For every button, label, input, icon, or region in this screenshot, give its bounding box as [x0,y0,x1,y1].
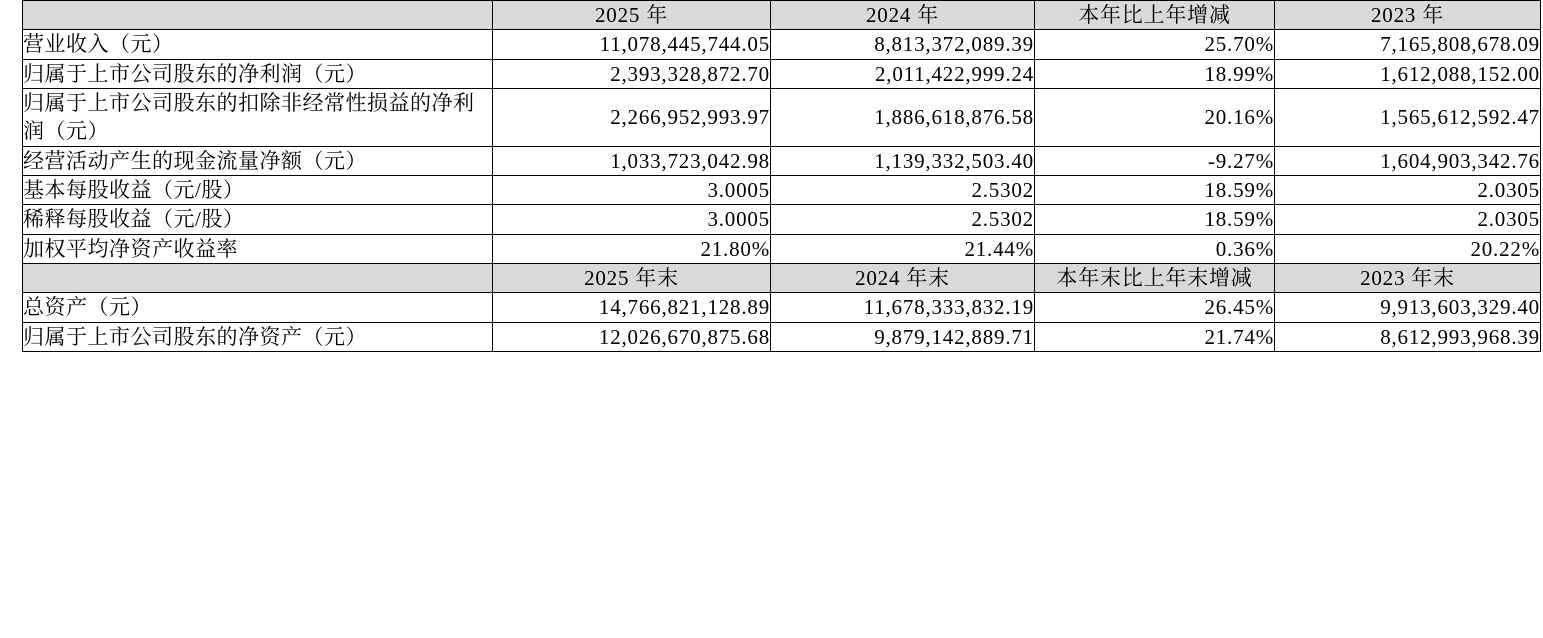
row-value-change: 20.16% [1035,89,1275,147]
row-value-2023: 1,612,088,152.00 [1275,59,1541,88]
section-corner-cell [23,264,493,293]
table-row [23,59,1541,88]
row-value-2024: 2,011,422,999.24 [771,59,1035,88]
section-col-change: 本年末比上年末增减 [1035,264,1275,293]
row-value-2025: 11,078,445,744.05 [493,30,771,59]
table-section-header-row [23,264,1541,293]
row-value-2024: 2.5302 [771,176,1035,205]
row-value-2024: 21.44% [771,234,1035,263]
row-value-2023-end: 9,913,603,329.40 [1275,293,1541,322]
table-row [23,234,1541,263]
section-col-2025-end: 2025 年末 [493,264,771,293]
row-label: 营业收入（元） [23,30,493,59]
row-value-2025: 2,266,952,993.97 [493,89,771,147]
row-value-2023: 2.0305 [1275,176,1541,205]
row-value-2023: 20.22% [1275,234,1541,263]
row-value-2025-end: 12,026,670,875.68 [493,322,771,351]
row-value-change: 18.59% [1035,176,1275,205]
row-label: 经营活动产生的现金流量净额（元） [23,146,493,175]
row-label: 总资产（元） [23,293,493,322]
row-value-2023-end: 8,612,993,968.39 [1275,322,1541,351]
row-value-2023: 2.0305 [1275,205,1541,234]
row-value-2023: 7,165,808,678.09 [1275,30,1541,59]
row-label: 归属于上市公司股东的扣除非经常性损益的净利润（元） [23,89,493,147]
row-value-2024-end: 11,678,333,832.19 [771,293,1035,322]
row-value-2024: 1,139,332,503.40 [771,146,1035,175]
row-value-2024: 2.5302 [771,205,1035,234]
row-value-change: 0.36% [1035,234,1275,263]
table-row [23,146,1541,175]
row-value-2024: 8,813,372,089.39 [771,30,1035,59]
table-row [23,205,1541,234]
table-row [23,30,1541,59]
row-value-2025: 1,033,723,042.98 [493,146,771,175]
header-col-2025: 2025 年 [493,1,771,30]
row-value-2023: 1,565,612,592.47 [1275,89,1541,147]
row-value-change: 26.45% [1035,293,1275,322]
table-header-row [23,1,1541,30]
header-corner-cell [23,1,493,30]
row-label: 归属于上市公司股东的净利润（元） [23,59,493,88]
row-value-2025: 3.0005 [493,176,771,205]
row-value-change: 25.70% [1035,30,1275,59]
row-value-change: 18.99% [1035,59,1275,88]
financial-summary-table [22,0,1541,352]
row-value-2025: 21.80% [493,234,771,263]
row-value-change: 18.59% [1035,205,1275,234]
row-value-2024-end: 9,879,142,889.71 [771,322,1035,351]
row-value-2025: 3.0005 [493,205,771,234]
row-label: 基本每股收益（元/股） [23,176,493,205]
row-value-change: -9.27% [1035,146,1275,175]
section-col-2023-end: 2023 年末 [1275,264,1541,293]
table-row [23,293,1541,322]
table-row [23,89,1541,147]
row-label: 加权平均净资产收益率 [23,234,493,263]
row-label: 稀释每股收益（元/股） [23,205,493,234]
header-col-change: 本年比上年增减 [1035,1,1275,30]
table-row [23,322,1541,351]
row-value-2025-end: 14,766,821,128.89 [493,293,771,322]
section-col-2024-end: 2024 年末 [771,264,1035,293]
header-col-2023: 2023 年 [1275,1,1541,30]
header-col-2024: 2024 年 [771,1,1035,30]
row-value-2024: 1,886,618,876.58 [771,89,1035,147]
row-label: 归属于上市公司股东的净资产（元） [23,322,493,351]
row-value-2023: 1,604,903,342.76 [1275,146,1541,175]
row-value-2025: 2,393,328,872.70 [493,59,771,88]
table-row [23,176,1541,205]
row-value-change: 21.74% [1035,322,1275,351]
